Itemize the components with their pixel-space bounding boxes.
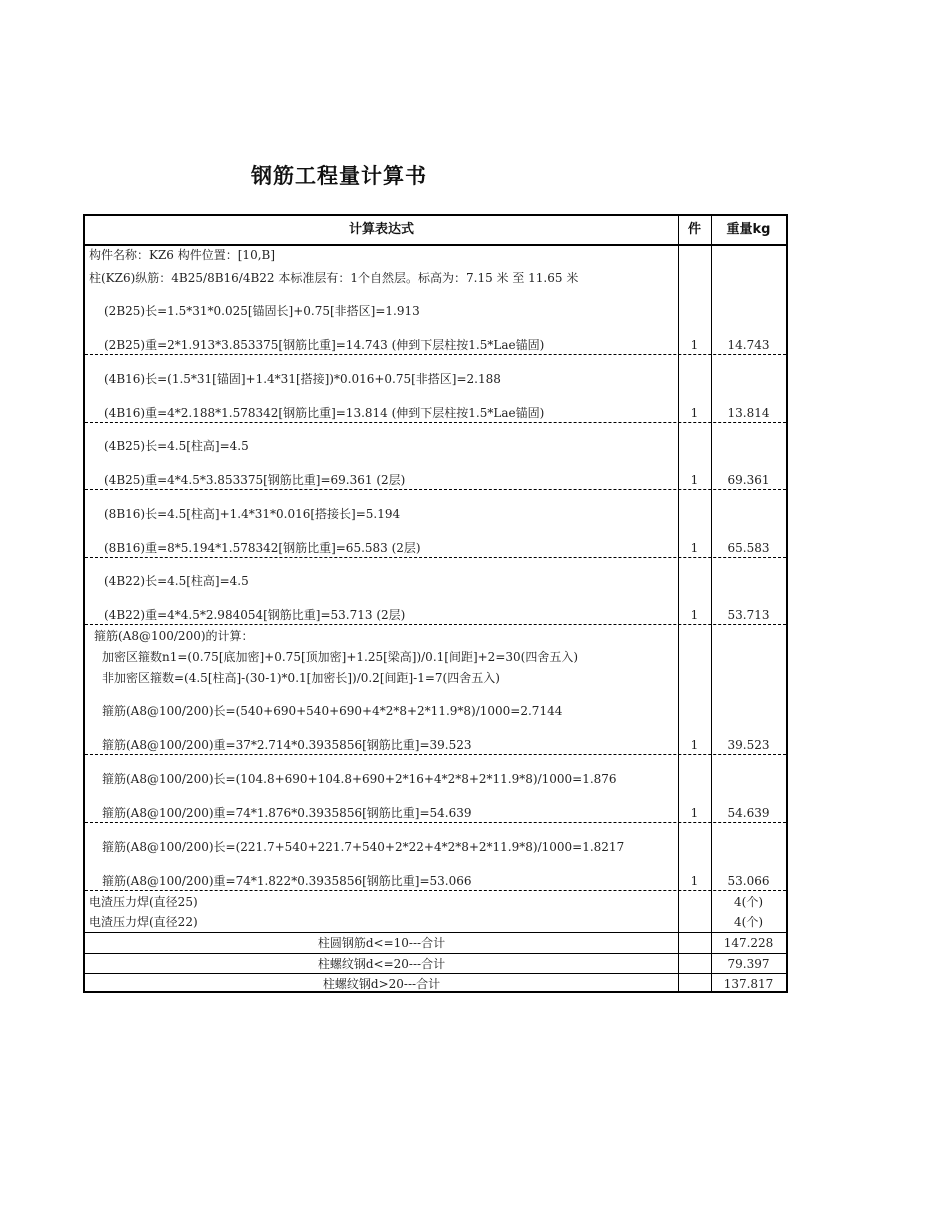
- quantity-cell: 1: [690, 541, 699, 555]
- length-expression: (4B22)长=4.5[柱高]=4.5: [104, 574, 249, 588]
- weight-expression: (4B22)重=4*4.5*2.984054[钢筋比重]=53.713 (2层): [104, 608, 406, 622]
- weight-cell: 13.814: [727, 406, 770, 420]
- quantity-cell: 1: [690, 406, 699, 420]
- weight-cell: 65.583: [727, 541, 770, 555]
- weight-cell: 14.743: [727, 338, 770, 352]
- quantity-cell: 1: [690, 338, 699, 352]
- weight-cell: 39.523: [727, 738, 770, 752]
- weld-count: 4(个): [734, 895, 763, 909]
- weld-count: 4(个): [734, 915, 763, 929]
- weight-expression: (4B25)重=4*4.5*3.853375[钢筋比重]=69.361 (2层): [104, 473, 406, 487]
- total-label: 柱螺纹钢d>20---合计: [322, 977, 441, 991]
- header-weight: 重量kg: [726, 222, 771, 237]
- total-label: 柱圆钢筋d<=10---合计: [317, 936, 446, 950]
- total-label: 柱螺纹钢d<=20---合计: [317, 957, 446, 971]
- quantity-cell: 1: [690, 806, 699, 820]
- total-value: 79.397: [727, 957, 770, 971]
- quantity-cell: 1: [690, 874, 699, 888]
- header-expression: 计算表达式: [348, 222, 414, 237]
- totals-divider: [85, 953, 786, 954]
- row-divider: [85, 754, 786, 755]
- totals-divider: [85, 932, 786, 933]
- column-info: 柱(KZ6)纵筋：4B25/8B16/4B22 本标准层有：1个自然层。标高为：7.15 米 至 11.65 米: [89, 271, 579, 285]
- stirrup-dense-count: 加密区箍数n1=(0.75[底加密]+0.75[顶加密]+1.25[梁高])/0.1[间距]+2=30(四舍五入): [102, 650, 579, 664]
- calculation-table: [83, 214, 788, 993]
- stirrup-title: 箍筋(A8@100/200)的计算：: [94, 629, 254, 643]
- member-info: 构件名称：KZ6 构件位置：[10,B]: [89, 248, 276, 262]
- weight-expression: (4B16)重=4*2.188*1.578342[钢筋比重]=13.814 (伸到下层柱按1.5*Lae锚固): [104, 406, 545, 420]
- weight-expression: 箍筋(A8@100/200)重=74*1.822*0.3935856[钢筋比重]=53.066: [102, 874, 472, 888]
- quantity-cell: 1: [690, 473, 699, 487]
- weight-cell: 69.361: [727, 473, 770, 487]
- length-expression: (2B25)长=1.5*31*0.025[锚固长]+0.75[非搭区]=1.913: [104, 304, 420, 318]
- length-expression: 箍筋(A8@100/200)长=(104.8+690+104.8+690+2*16+4*2*8+2*11.9*8)/1000=1.876: [102, 772, 617, 786]
- row-divider: [85, 557, 786, 558]
- length-expression: 箍筋(A8@100/200)长=(540+690+540+690+4*2*8+2*11.9*8)/1000=2.7144: [102, 704, 563, 718]
- row-divider: [85, 422, 786, 423]
- table-header: [85, 216, 786, 246]
- totals-divider: [85, 973, 786, 974]
- weld-label: 电渣压力焊(直径25): [89, 895, 198, 909]
- total-value: 147.228: [723, 936, 774, 950]
- weight-expression: (8B16)重=8*5.194*1.578342[钢筋比重]=65.583 (2层): [104, 541, 421, 555]
- weld-label: 电渣压力焊(直径22): [89, 915, 198, 929]
- header-quantity: 件: [687, 222, 701, 237]
- quantity-cell: 1: [690, 608, 699, 622]
- row-divider: [85, 890, 786, 891]
- row-divider: [85, 822, 786, 823]
- row-divider: [85, 624, 786, 625]
- weight-cell: 54.639: [727, 806, 770, 820]
- stirrup-nondense-count: 非加密区箍数=(4.5[柱高]-(30-1)*0.1[加密长])/0.2[间距]-1=7(四舍五入): [102, 671, 500, 685]
- length-expression: 箍筋(A8@100/200)长=(221.7+540+221.7+540+2*22+4*2*8+2*11.9*8)/1000=1.8217: [102, 840, 625, 854]
- length-expression: (4B25)长=4.5[柱高]=4.5: [104, 439, 249, 453]
- weight-cell: 53.713: [727, 608, 770, 622]
- total-value: 137.817: [723, 977, 774, 991]
- row-divider: [85, 354, 786, 355]
- length-expression: (8B16)长=4.5[柱高]+1.4*31*0.016[搭接长]=5.194: [104, 507, 401, 521]
- row-divider: [85, 489, 786, 490]
- quantity-cell: 1: [690, 738, 699, 752]
- weight-expression: 箍筋(A8@100/200)重=74*1.876*0.3935856[钢筋比重]=54.639: [102, 806, 472, 820]
- weight-expression: (2B25)重=2*1.913*3.853375[钢筋比重]=14.743 (伸到下层柱按1.5*Lae锚固): [104, 338, 545, 352]
- length-expression: (4B16)长=(1.5*31[锚固]+1.4*31[搭接])*0.016+0.75[非搭区]=2.188: [104, 372, 501, 386]
- weight-expression: 箍筋(A8@100/200)重=37*2.714*0.3935856[钢筋比重]=39.523: [102, 738, 472, 752]
- weight-cell: 53.066: [727, 874, 770, 888]
- page-title: 钢筋工程量计算书: [251, 164, 427, 188]
